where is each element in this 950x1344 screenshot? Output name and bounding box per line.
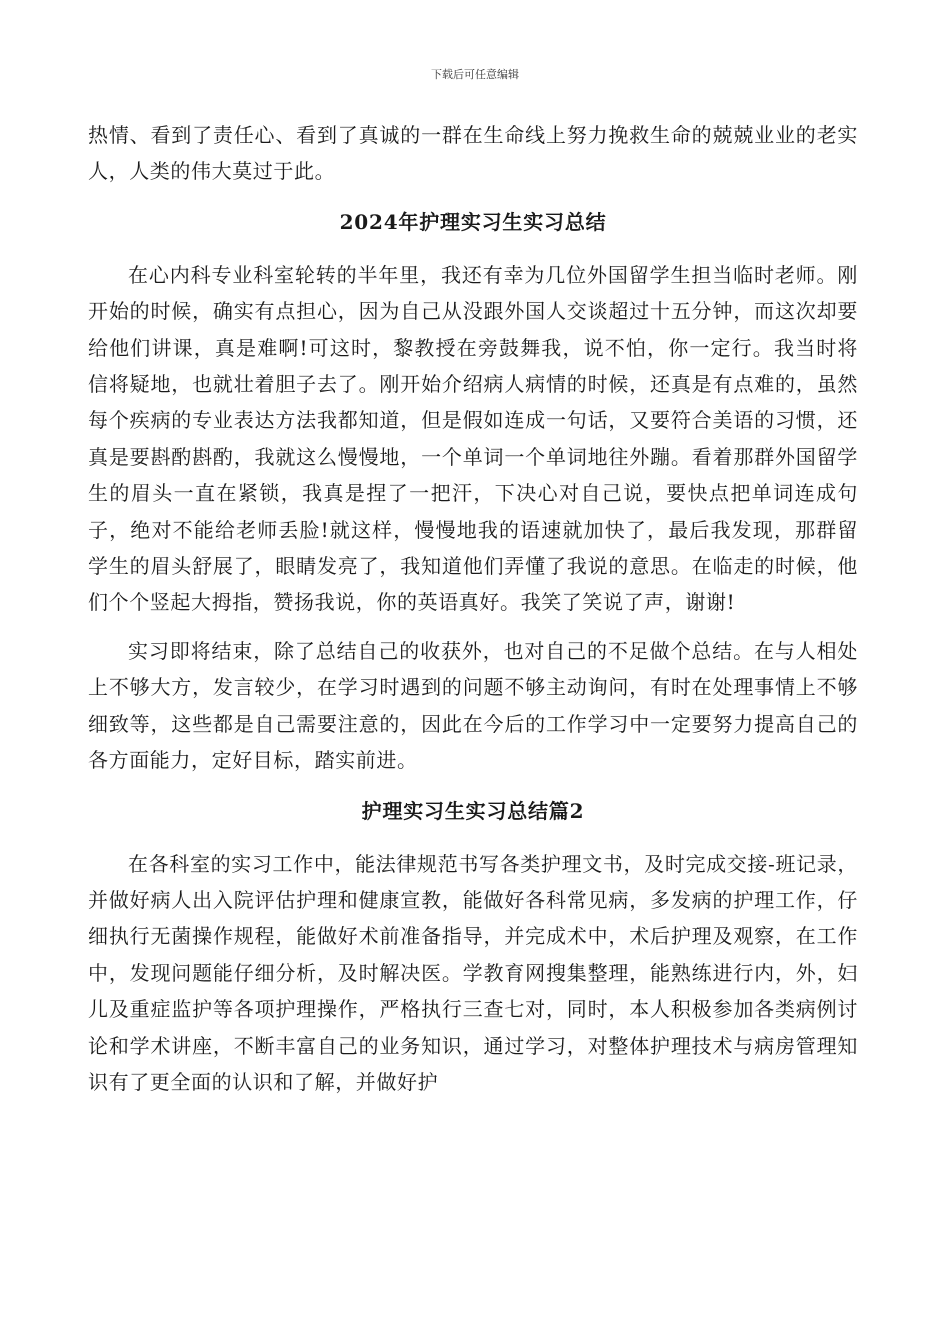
section1-paragraph-2: 实习即将结束，除了总结自己的收获外，也对自己的不足做个总结。在与人相处上不够大方，发言较少，在学习时遇到的问题不够主动询问，有时在处理事情上不够细致等，这些都是自己需要注意的，因此在今后的工作学习中一定要努力提高自己的各方面能力，定好目标，踏实前进。 xyxy=(88,638,858,773)
section1-title: 2024年护理实习生实习总结 xyxy=(339,209,607,234)
section1-paragraph-1: 在心内科专业科室轮转的半年里，我还有幸为几位外国留学生担当临时老师。刚开始的时候，确实有点担心，因为自己从没跟外国人交谈超过十五分钟，而这次却要给他们讲课，真是难啊!可这时，黎教授在旁鼓舞我，说不怕，你一定行。我当时将信将疑地，也就壮着胆子去了。刚开始介绍病人病情的时候，还真是有点难的，虽然每个疾病的专业表达方法我都知道，但是假如连成一句话，又要符合美语的习惯，还真是要斟酌斟酌，我就这么慢慢地，一个单词一个单词地往外蹦。看着那群外国留学生的眉头一直在紧锁，我真是捏了一把汗，下决心对自己说，要快点把单词连成句子，绝对不能给老师丢脸!就这样，慢慢地我的语速就加快了，最后我发现，那群留学生的眉头舒展了，眼睛发亮了，我知道他们弄懂了我说的意思。在临走的时候，他们个个竖起大拇指，赞扬我说，你的英语真好。我笑了笑说了声，谢谢! xyxy=(88,262,858,615)
document-body xyxy=(88,117,858,1100)
intro-paragraph: 热情、看到了责任心、看到了真诚的一群在生命线上努力挽救生命的兢兢业业的老实人，人类的伟大莫过于此。 xyxy=(88,123,858,184)
header-note: 下载后可任意编辑 xyxy=(431,68,519,81)
section2-title: 护理实习生实习总结篇2 xyxy=(361,798,585,823)
section2-paragraph-1: 在各科室的实习工作中，能法律规范书写各类护理文书，及时完成交接-班记录，并做好病人出入院评估护理和健康宣教，能做好各科常见病，多发病的护理工作，仔细执行无菌操作规程，能做好术前准备指导，并完成术中，术后护理及观察，在工作中，发现问题能仔细分析，及时解决医。学教育网搜集整理，能熟练进行内，外，妇儿及重症监护等各项护理操作，严格执行三查七对，同时，本人积极参加各类病例讨论和学术讲座，不断丰富自己的业务知识，通过学习，对整体护理技术与病房管理知识有了更全面的认识和了解，并做好护 xyxy=(88,851,858,1094)
